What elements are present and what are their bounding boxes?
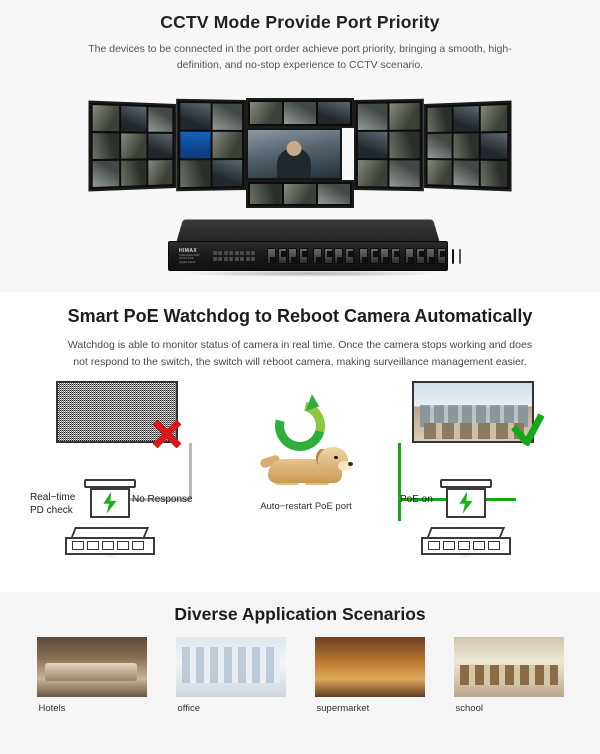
section3-title: Diverse Application Scenarios: [174, 604, 426, 624]
scenario-caption: Hotels: [38, 703, 66, 714]
poe-on-device: [434, 479, 498, 521]
section1-title: CCTV Mode Provide Port Priority: [160, 12, 440, 32]
label-auto-restart: Auto−restart PoE port: [260, 500, 352, 512]
monitor-panel-center-top: [246, 98, 354, 128]
label-poe-on: PoE on: [400, 493, 433, 505]
scenario-card: [454, 637, 564, 714]
scenario-caption: school: [455, 703, 483, 714]
monitor-wall-illustration: [82, 98, 518, 213]
switch-shadow: [178, 270, 442, 277]
scenario-card: [37, 637, 147, 714]
label-pd-check-line2: PD check: [30, 505, 73, 517]
hotel-photo: [37, 637, 147, 697]
scenario-caption: supermarket: [316, 703, 370, 714]
port-group-3: [357, 248, 402, 264]
monitor-panel-center: [246, 98, 354, 208]
section-application-scenarios: [0, 592, 600, 754]
school-photo: [454, 637, 564, 697]
monitor-panel-far-left: [88, 101, 176, 192]
scenario-card: [315, 637, 425, 714]
poe-switch-device: [168, 213, 448, 275]
watchdog-mascot: [258, 441, 354, 489]
switch-brand-logo: [179, 248, 200, 263]
label-no-response: No Response: [132, 493, 193, 505]
switch-led-array: [213, 251, 256, 261]
section1-subtitle: The devices to be connected in the port order achieve port priority, bringing a smooth, high-definition, and no-stop experience to CCTV scenario.: [88, 43, 512, 72]
switch-top-surface: [176, 219, 440, 243]
office-photo: [176, 637, 286, 697]
scenario-card-list: [0, 637, 600, 714]
switch-icon-left: [65, 527, 155, 557]
monitor-main-feed: [246, 128, 342, 180]
port-group-2: [311, 248, 356, 264]
switch-icon-right: [421, 527, 511, 557]
monitor-panel-center-bottom: [246, 180, 354, 208]
switch-brand-text: HIMAX: [179, 248, 198, 255]
switch-front-panel: [168, 241, 448, 271]
section2-title: Smart PoE Watchdog to Reboot Camera Automatically: [67, 306, 533, 326]
section-poe-watchdog: [0, 292, 600, 592]
console-port: [459, 249, 461, 264]
supermarket-photo: [315, 637, 425, 697]
monitor-panel-far-right: [424, 101, 512, 192]
sfp-uplink-port: [452, 249, 454, 264]
scenario-card: [176, 637, 286, 714]
section2-subtitle: Watchdog is able to monitor status of camera in real time. Once the camera stops working and does not respond to the switch, the switch will reboot camera, making surveillance management easier.: [67, 339, 533, 368]
switch-port-bank: [265, 248, 448, 264]
label-pd-check: [30, 491, 104, 518]
section-cctv-mode: [0, 0, 600, 292]
monitor-panel-left: [176, 99, 246, 192]
scenario-caption: office: [177, 703, 201, 714]
switch-model-text: 16FE+2GE+1SFP 16 Port POE Gigabit Switch: [179, 254, 200, 264]
monitor-panel-right: [354, 99, 424, 192]
watchdog-diagram: [0, 381, 600, 581]
label-pd-check-line1: Real−time: [30, 491, 76, 503]
port-group-4: [403, 248, 448, 264]
port-group-1: [265, 248, 310, 264]
